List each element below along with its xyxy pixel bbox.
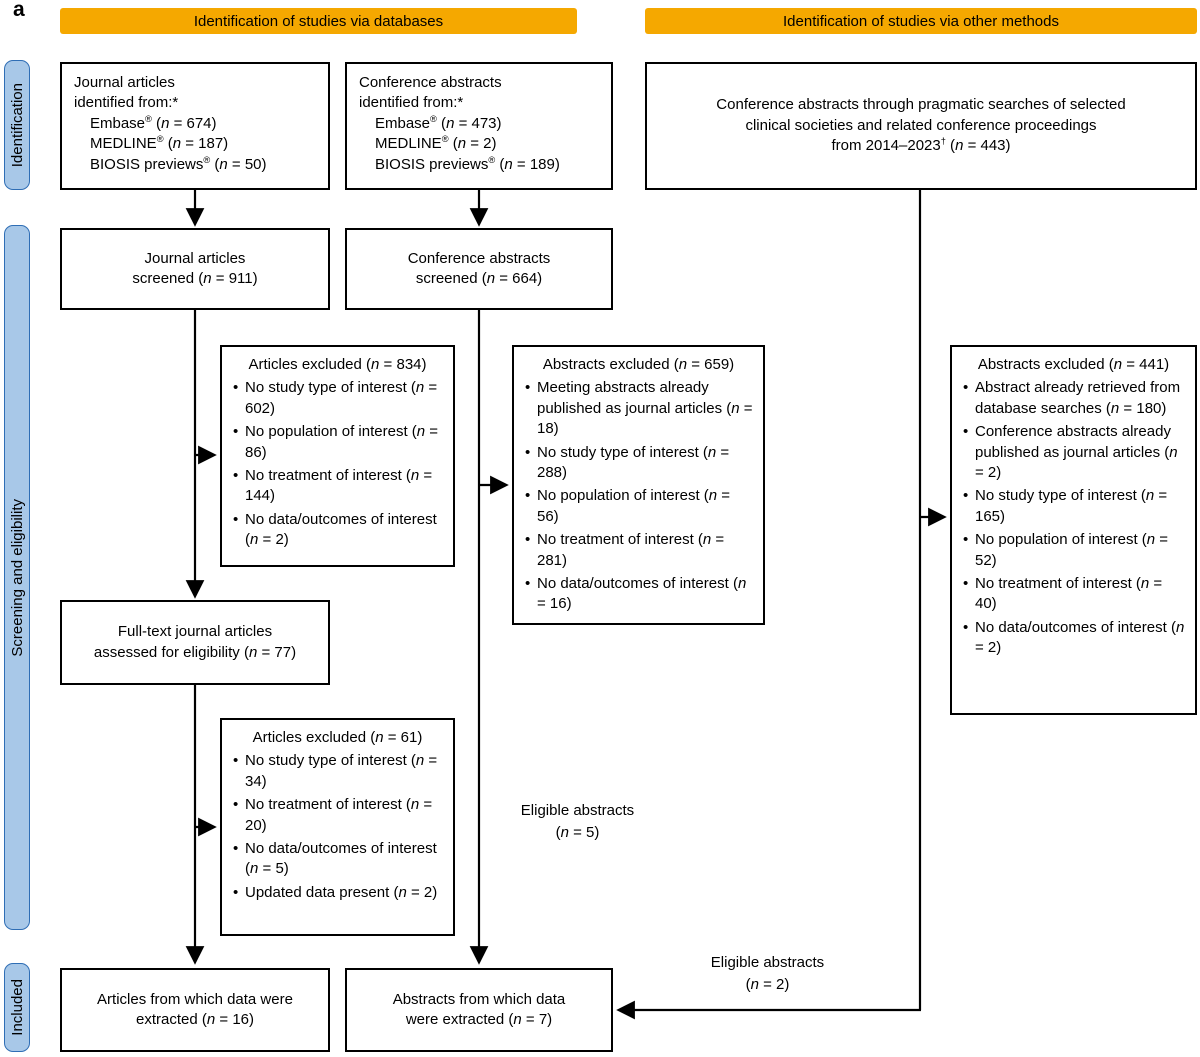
box-text-line: Conference abstracts through pragmatic searches of selected <box>716 96 1126 114</box>
source-count: Embase® (n = 674) <box>90 113 217 132</box>
figure-panel-label: a <box>13 0 25 21</box>
articles-extracted-box <box>60 968 330 1052</box>
exclusion-reason: • No population of interest (n = 56) <box>524 486 753 527</box>
exclusion-reason: • No treatment of interest (n = 281) <box>524 530 753 571</box>
articles-excluded-box-1 <box>220 345 455 567</box>
box-text-line: Conference abstracts <box>407 249 551 267</box>
box-text-line: Full-text journal articles <box>117 623 273 641</box>
exclusion-reason: • No study type of interest (n = 288) <box>524 443 753 484</box>
fulltext-assessed-box <box>60 600 330 685</box>
exclusion-reason: • Meeting abstracts already published as journal articles (n = 18) <box>524 378 753 439</box>
box-text-line: Journal articles <box>144 249 246 267</box>
label-line: (n = 2) <box>745 975 790 993</box>
exclusion-reason: • No data/outcomes of interest (n = 2) <box>232 510 443 551</box>
exclusion-reason: • No data/outcomes of interest (n = 5) <box>232 839 443 880</box>
stage-screening-eligibility <box>4 225 30 930</box>
exclusion-reason: • No study type of interest (n = 602) <box>232 378 443 419</box>
source-count: BIOSIS previews® (n = 189) <box>375 154 560 173</box>
box-title: Abstracts excluded (n = 659) <box>542 356 735 373</box>
source-count: Embase® (n = 473) <box>375 113 502 132</box>
stage-included <box>4 963 30 1052</box>
label-line: (n = 5) <box>555 823 600 841</box>
exclusion-reason: • No data/outcomes of interest (n = 16) <box>524 574 753 615</box>
exclusion-reason: • No treatment of interest (n = 144) <box>232 466 443 507</box>
exclusion-reason: • Abstract already retrieved from database searches (n = 180) <box>962 378 1185 419</box>
source-count: BIOSIS previews® (n = 50) <box>90 154 267 173</box>
exclusion-reason: • Updated data present (n = 2) <box>232 883 443 903</box>
source-count: MEDLINE® (n = 187) <box>90 134 229 153</box>
eligible-abstracts-5-label <box>490 800 665 844</box>
stage-identification-label: Identification <box>8 82 26 168</box>
exclusion-reason: • No population of interest (n = 86) <box>232 422 443 463</box>
header-databases: Identification of studies via databases <box>60 8 577 34</box>
box-text-line: Abstracts from which data <box>392 990 566 1008</box>
stage-included-label: Included <box>8 979 26 1036</box>
box-text-line: identified from:* <box>359 94 464 112</box>
eligible-abstracts-2-label <box>680 952 855 996</box>
journal-identified-box <box>60 62 330 190</box>
abstracts-excluded-box-1 <box>512 345 765 625</box>
journal-screened-box <box>60 228 330 310</box>
box-text-line: clinical societies and related conference proceedings <box>745 116 1097 134</box>
abstracts-extracted-box <box>345 968 613 1052</box>
box-text-line: Conference abstracts <box>359 74 502 91</box>
box-text-line: were extracted (n = 7) <box>405 1011 553 1028</box>
stage-identification <box>4 60 30 190</box>
articles-excluded-box-2 <box>220 718 455 936</box>
box-text-line: identified from:* <box>74 94 179 112</box>
exclusion-reason: • No population of interest (n = 52) <box>962 530 1185 571</box>
box-title: Articles excluded (n = 61) <box>252 729 423 746</box>
conference-identified-box <box>345 62 613 190</box>
box-title: Abstracts excluded (n = 441) <box>977 356 1170 373</box>
abstracts-excluded-box-2 <box>950 345 1197 715</box>
conference-screened-box <box>345 228 613 310</box>
box-text-line: Journal articles <box>74 74 175 91</box>
box-text-line: from 2014–2023† (n = 443) <box>831 136 1011 155</box>
exclusion-reason: • No treatment of interest (n = 40) <box>962 574 1185 615</box>
exclusion-reason: • No data/outcomes of interest (n = 2) <box>962 618 1185 659</box>
exclusion-reason: • No treatment of interest (n = 20) <box>232 795 443 836</box>
header-other-methods: Identification of studies via other methods <box>645 8 1197 34</box>
exclusion-reason: • No study type of interest (n = 165) <box>962 486 1185 527</box>
box-text-line: assessed for eligibility (n = 77) <box>93 643 297 661</box>
box-title: Articles excluded (n = 834) <box>248 356 427 373</box>
label-line: Eligible abstracts <box>710 954 825 971</box>
exclusion-reason: • No study type of interest (n = 34) <box>232 751 443 792</box>
stage-screening-label: Screening and eligibility <box>8 498 26 657</box>
box-text-line: screened (n = 911) <box>132 270 258 287</box>
box-text-line: screened (n = 664) <box>415 270 543 287</box>
label-line: Eligible abstracts <box>520 802 635 819</box>
exclusion-reason: • Conference abstracts already published as journal articles (n = 2) <box>962 422 1185 483</box>
box-text-line: extracted (n = 16) <box>136 1011 254 1028</box>
box-text-line: Articles from which data were <box>97 990 293 1008</box>
source-count: MEDLINE® (n = 2) <box>375 134 497 153</box>
pragmatic-search-box <box>645 62 1197 190</box>
